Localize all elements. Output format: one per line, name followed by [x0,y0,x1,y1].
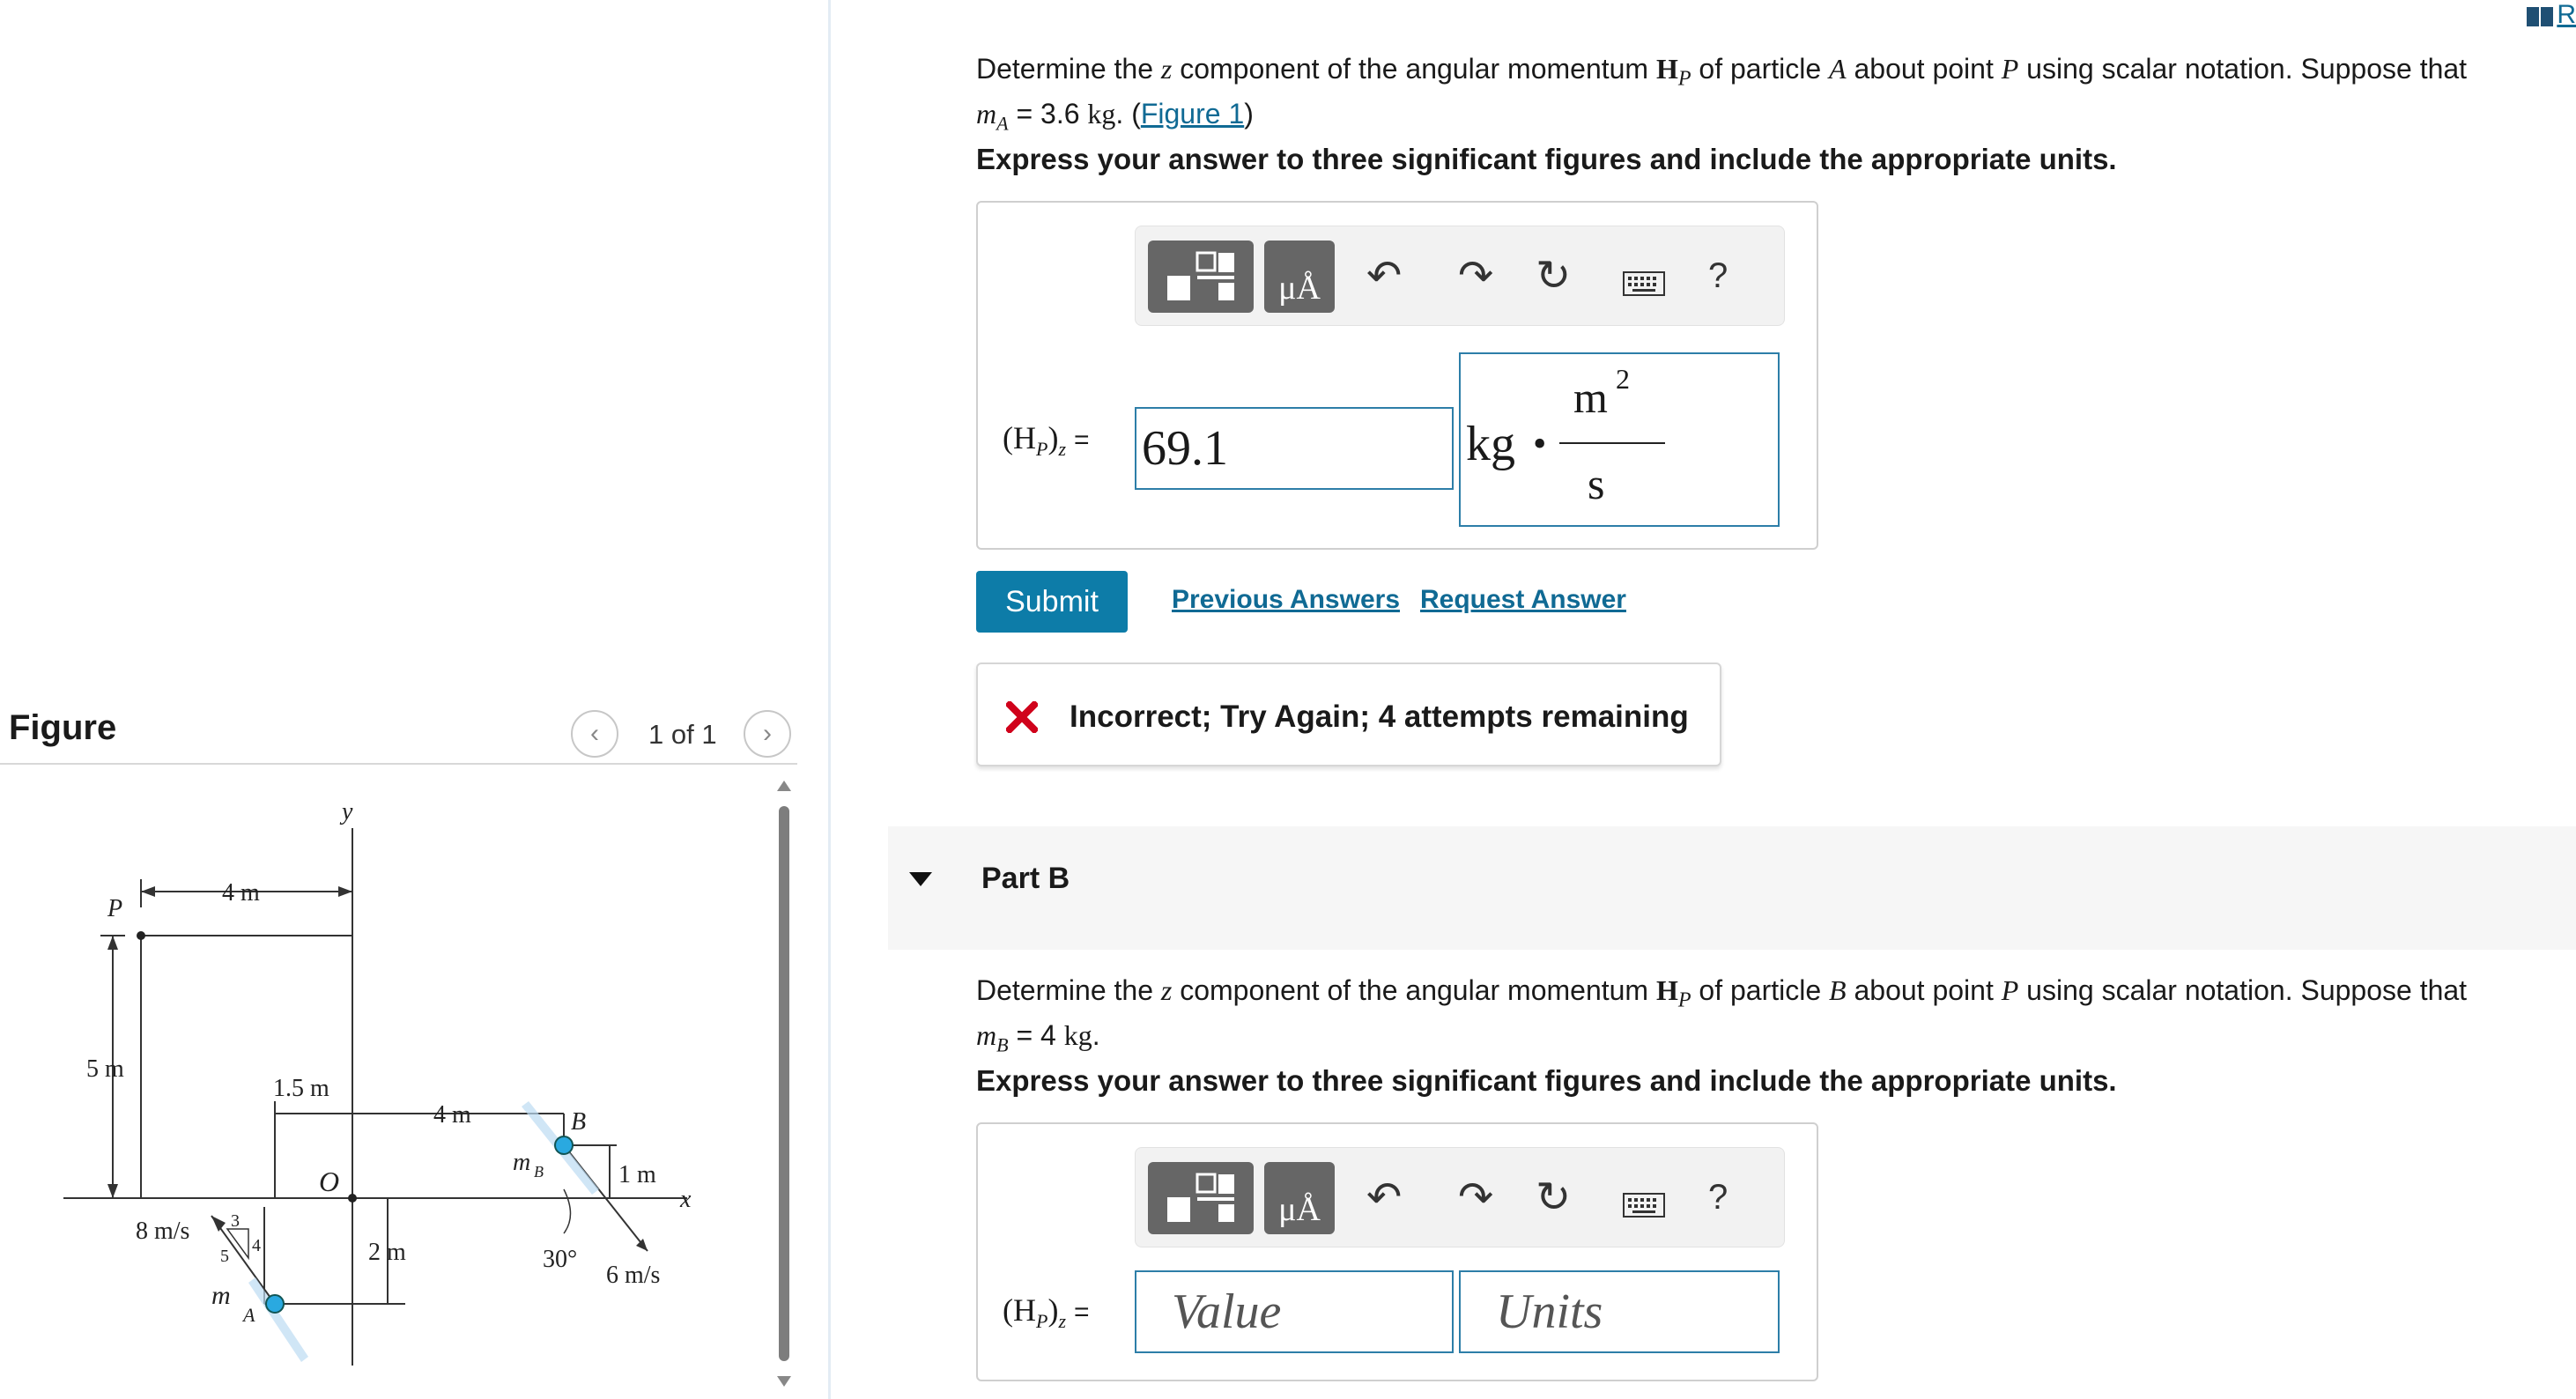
particle-b [555,1136,573,1154]
x-axis-label: x [680,1186,692,1213]
feedback-text: Incorrect; Try Again; 4 attempts remaining [1070,700,1689,734]
origin-point [348,1194,357,1203]
figure-scrollbar[interactable] [774,775,795,1392]
keyboard-icon[interactable] [1622,1192,1666,1218]
redo-icon[interactable]: ↷ [1458,1174,1494,1221]
part-b-units-input[interactable]: Units [1459,1270,1780,1353]
top-right-link[interactable]: R [2557,0,2576,29]
dim-4m-top-label: 4 m [222,879,260,907]
scroll-up-icon [777,781,791,791]
part-b-instructions: Express your answer to three significant figures and include the appropriate units. [976,1064,2117,1097]
dim-1m-label: 1 m [618,1161,656,1188]
part-a-math-toolbar [1135,226,1785,326]
dim-2m-label: 2 m [368,1239,406,1266]
prev-figure-button[interactable] [571,710,618,758]
undo-icon[interactable]: ↶ [1366,1174,1403,1221]
part-b-value-input[interactable]: Value [1135,1270,1454,1353]
error-x-icon [1006,701,1038,733]
part-b-math-toolbar [1135,1147,1785,1247]
request-answer-link[interactable]: Request Answer [1420,585,1626,614]
templates-icon [1148,1162,1254,1234]
previous-answers-link[interactable]: Previous Answers [1172,585,1400,614]
vel-a-label: 8 m/s [136,1218,190,1245]
y-axis-label: y [342,798,353,825]
figure-header [0,687,797,765]
mass-b-label: m [513,1149,531,1176]
keyboard-icon[interactable] [1622,270,1666,297]
angle-b-label: 30° [543,1246,578,1273]
b-label: B [571,1108,587,1136]
part-b-title: Part B [981,862,1070,895]
part-b-answer-label: $(H_P)_z$ = [1003,1292,1090,1333]
units-button[interactable]: μÅ [1264,241,1335,313]
caret-down-icon [907,870,934,888]
chevron-right-icon: › [763,719,772,748]
part-b-question: Determine the z component of the angular momentum $H_P$ of particle B about point P using scalar notation. Suppose that $m_B = 4$ kg. [976,974,2468,1056]
part-a-units-input[interactable]: kg • m 2 s [1459,352,1780,527]
figure-1-link[interactable]: Figure 1 [1140,98,1245,130]
chevron-left-icon: ‹ [590,719,599,748]
part-a-value-input[interactable]: 69.1 [1135,407,1454,490]
part-a-answer-box [976,201,1818,550]
question-panel [832,0,2576,1399]
vel-a-arrowhead [211,1216,226,1232]
scroll-thumb [779,806,789,1361]
part-a-answer-label: $(H_P)_z$ = [1003,420,1090,461]
part-a-instructions: Express your answer to three significant figures and include the appropriate units. [976,143,2117,175]
templates-button[interactable] [1148,1162,1254,1234]
help-button[interactable]: ? [1708,1178,1728,1217]
particle-a [266,1295,284,1313]
figure-pager: 1 of 1 [648,719,717,750]
reset-icon[interactable]: ↻ [1536,1174,1572,1221]
templates-button[interactable] [1148,241,1254,313]
dim-5m-label: 5 m [86,1055,124,1083]
point-p [137,931,145,940]
redo-icon[interactable]: ↷ [1458,253,1494,300]
scroll-down-icon [777,1376,791,1387]
panel-divider [828,0,831,1399]
origin-label: O [319,1166,340,1197]
mechanics-figure [0,775,766,1392]
vel-b-arrowhead [636,1239,648,1251]
part-b-header[interactable] [888,826,2576,950]
tri-4-label: 4 [252,1236,261,1255]
mass-a-label: m [211,1281,231,1310]
mass-a-sub: A [243,1304,255,1326]
vel-b-label: 6 m/s [606,1262,661,1289]
tri-3-label: 3 [231,1211,240,1231]
mass-b-sub: B [534,1163,544,1181]
units-button[interactable]: μÅ [1264,1162,1335,1234]
templates-icon [1148,241,1254,313]
tri-5-label: 5 [220,1247,229,1266]
submit-button[interactable]: Submit [976,571,1128,633]
part-b-answer-box [976,1122,1818,1381]
undo-icon[interactable]: ↶ [1366,253,1403,300]
help-button[interactable]: ? [1708,256,1728,295]
part-a-question: Determine the z component of the angular momentum $H_P$ of particle A about point P using scalar notation. Suppose that $m_A = 3.6$ kg. (Figure 1) [976,53,2468,135]
feedback-box [976,662,1721,766]
dim-4m-mid-label: 4 m [433,1101,471,1129]
dim-1-5m-label: 1.5 m [273,1075,329,1102]
figure-panel [0,0,828,1399]
figure-title: Figure [9,708,117,747]
reset-icon[interactable]: ↻ [1536,253,1572,300]
next-figure-button[interactable] [744,710,791,758]
p-label: P [107,895,123,922]
